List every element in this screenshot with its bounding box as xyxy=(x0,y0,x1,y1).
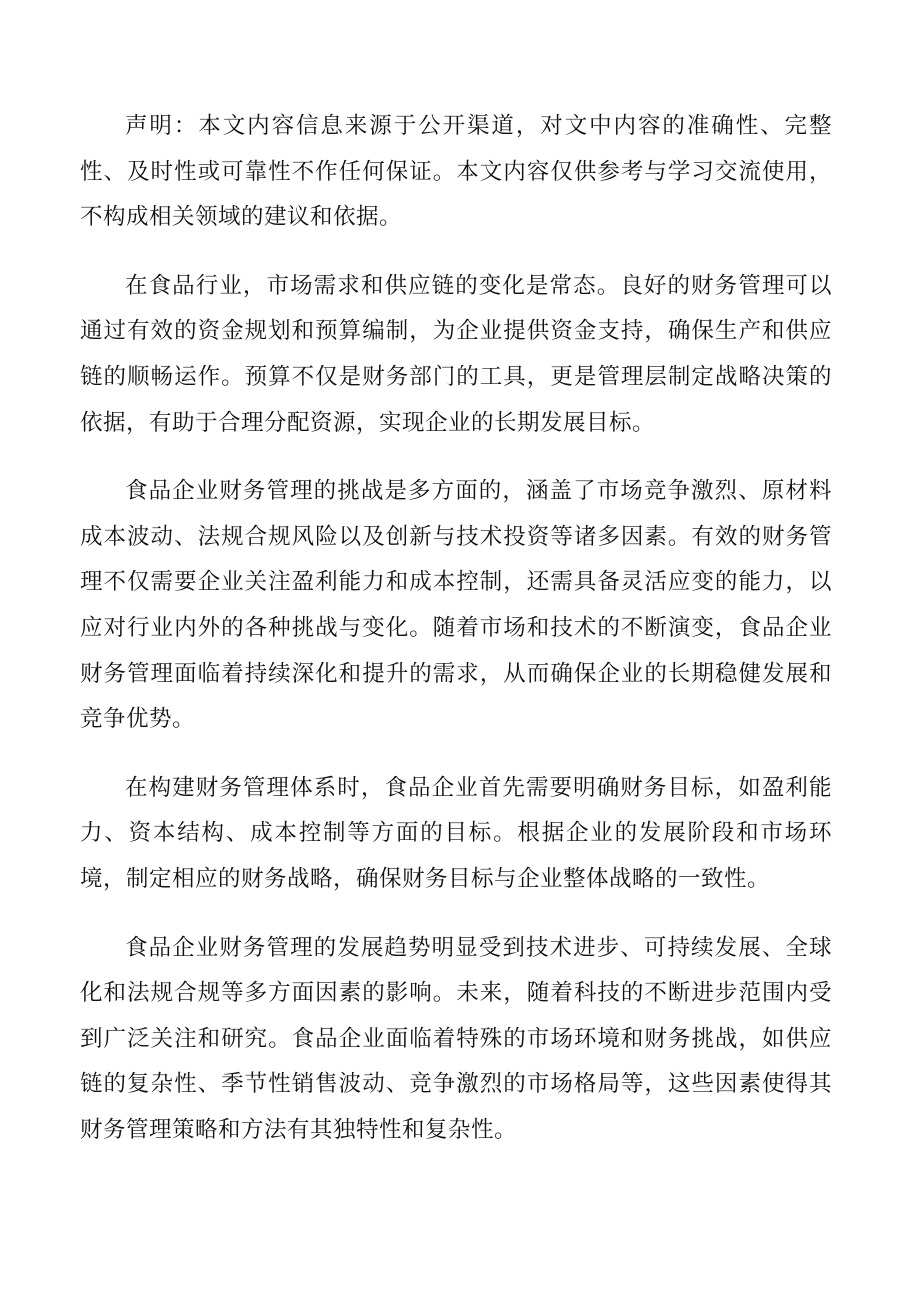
body-paragraph: 在食品行业，市场需求和供应链的变化是常态。良好的财务管理可以通过有效的资金规划和预算编制，为企业提供资金支持，确保生产和供应链的顺畅运作。预算不仅是财务部门的工具，更是管理层制定战略决策的依据，有助于合理分配资源，实现企业的长期发展目标。 xyxy=(80,272,832,436)
body-paragraph: 在构建财务管理体系时，食品企业首先需要明确财务目标，如盈利能力、资本结构、成本控制等方面的目标。根据企业的发展阶段和市场环境，制定相应的财务战略，确保财务目标与企业整体战略的一致性。 xyxy=(80,774,832,892)
body-paragraph: 食品企业财务管理的挑战是多方面的，涵盖了市场竞争激烈、原材料成本波动、法规合规风险以及创新与技术投资等诸多因素。有效的财务管理不仅需要企业关注盈利能力和成本控制，还需具备灵活应变的能力，以应对行业内外的各种挑战与变化。随着市场和技术的不断演变，食品企业财务管理面临着持续深化和提升的需求，从而确保企业的长期稳健发展和竞争优势。 xyxy=(80,478,832,733)
body-paragraph: 食品企业财务管理的发展趋势明显受到技术进步、可持续发展、全球化和法规合规等多方面因素的影响。未来，随着科技的不断进步范围内受到广泛关注和研究。食品企业面临着特殊的市场环境和财务挑战，如供应链的复杂性、季节性销售波动、竞争激烈的市场格局等，这些因素使得其财务管理策略和方法有其独特性和复杂性。 xyxy=(80,934,832,1143)
document-body xyxy=(80,104,832,1153)
disclaimer-paragraph: 声明：本文内容信息来源于公开渠道，对文中内容的准确性、完整性、及时性或可靠性不作任何保证。本文内容仅供参考与学习交流使用，不构成相关领域的建议和依据。 xyxy=(80,113,832,231)
